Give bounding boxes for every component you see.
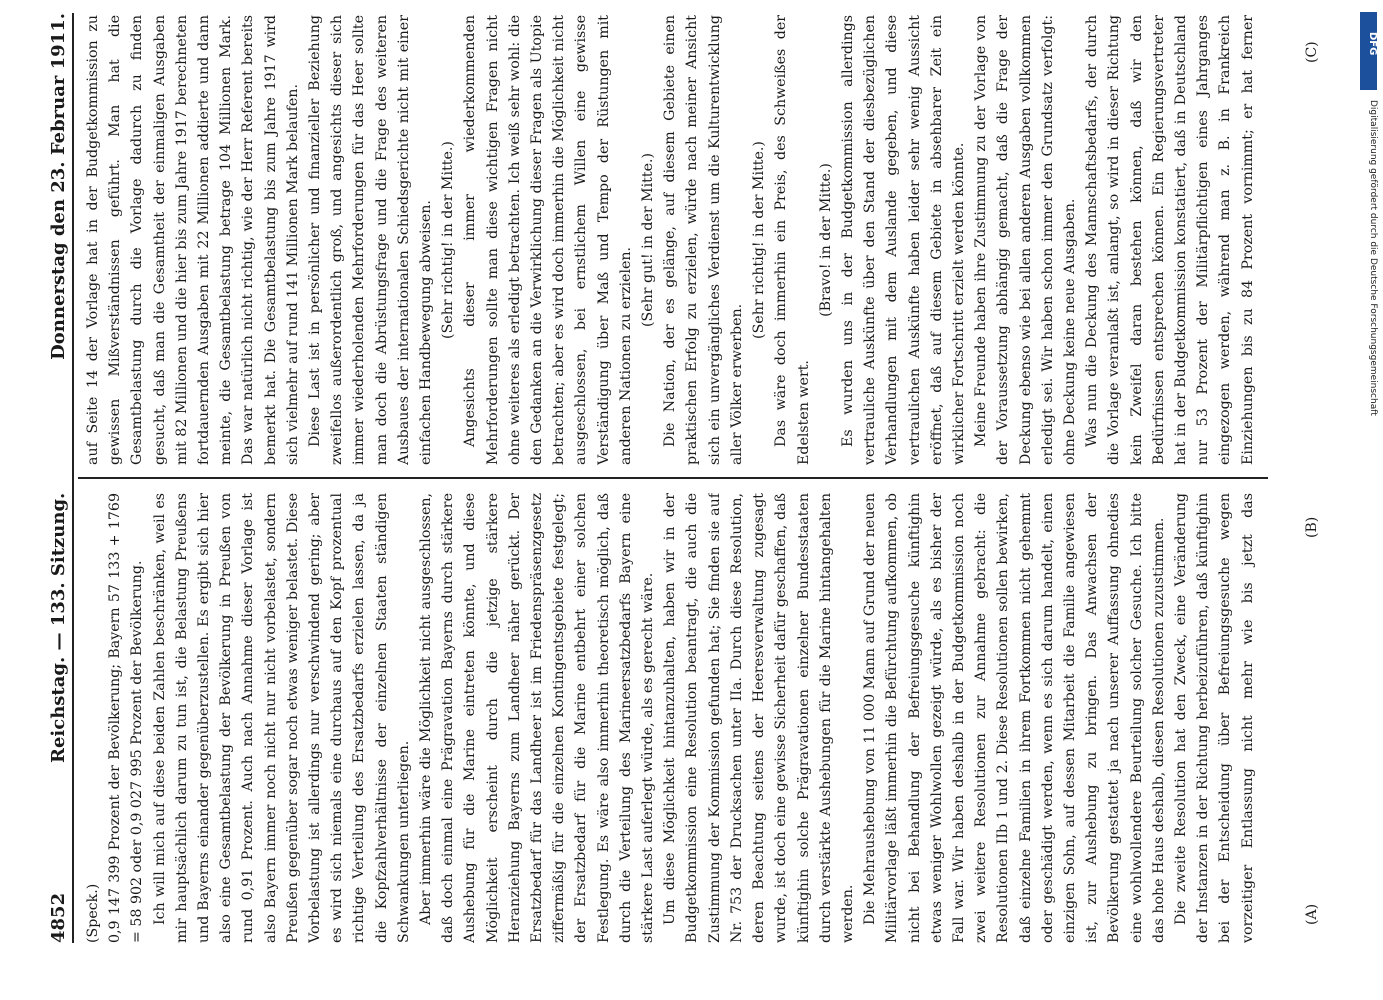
paragraph: Was nun die Deckung des Mannschaftsbedarfs, der durch die Vorlage veranlaßt ist, anlangt, so wird in dieser Richtung kein Zweifel daran bestehen können, daß wir den Bedürfnissen entsprechen können. Ein Regierungsvertreter hat in der Budgetkommission konstatiert, daß in Deutschland nur 53 Prozent der Militärpflichtigen eines Jahrganges eingezogen werden, während man z. B. in Frankreich Einziehungen bis zu 84 Prozent vornimmt; er hat ferner (1084, 15, 1256, 465)
paragraph: Das wäre doch immerhin ein Preis, des Schweißes der Edelsten wert. (773, 15, 812, 465)
left-column (82, 493, 1262, 943)
margin-marker-c: (C) (1304, 41, 1320, 63)
paragraph: Angesichts dieser immer wiederkommenden Mehrforderungen sollte man diese wichtigen Fragen nicht ohne weiteres als erledigt betrachten. Ich weiß sehr wohl: die den Gedanken an die Verwirklichung dieser Fragen als Utopie betrachten; aber es wird doch immerhin die Möglichkeit nicht ausgeschlossen, bei ernstlichem Willen eine gewisse Verständigung über Maß und Tempo der Rüstungen mit anderen Nationen zu erzielen. (462, 15, 634, 465)
paragraph: Um diese Möglichkeit hintanzuhalten, haben wir in der Budgetkommission eine Resolution beantragt, die auch die Zustimmung der Kommission gefunden hat; Sie finden sie auf Nr. 753 der Drucksachen unter IIa. Durch diese Resolution, deren Beachtung seitens der Heeresverwaltung zugesagt wurde, ist doch eine gewisse Sicherheit dafür geschaffen, daß künftighin solche Prägravationen einzelner Bundesstaaten durch verstärkte Aushebungen für die Marine hintangehalten werden. (662, 493, 856, 943)
credit-text: Digitalisierung gefördert durch die Deutsche Forschungsgemeinschaft (1368, 100, 1378, 416)
paragraph: Die zweite Resolution hat den Zweck, eine Veränderung der Instanzen in der Richtung herbeizuführen, daß künftighin bei der Entscheidung über Befreiungsgesuche wegen vorzeitiger Entlassung nicht mehr wie bis jetzt das (1172, 493, 1256, 943)
paragraph: (Speck.) (85, 883, 101, 943)
right-column (82, 15, 1262, 465)
paragraph: 0,9 147 399 Prozent der Bevölkerung; Bayern 57 133 + 1769 = 58 902 oder 0,9 027 995 Prozent der Bevölkerung. (107, 493, 146, 943)
paragraph: Es wurden uns in der Budgetkommission allerdings vertrauliche Auskünfte über den Stand der diesbezüglichen Verhandlungen mit dem Auslande gegeben, und diese vertraulichen Auskünfte haben leider sehr wenig Aussicht eröffnet, daß auf diesem Gebiete in absehbarer Zeit ein wirklicher Fortschritt erzielt werden könnte. (839, 15, 967, 465)
interjection: (Bravo! in der Mitte.) (817, 163, 834, 317)
digitization-credit (1358, 8, 1378, 998)
paragraph: auf Seite 14 der Vorlage hat in der Budgetkommission zu gewissen Mißverständnissen geführt. Man hat die Gesamtbelastung durch die Vorlage dadurch zu finden gesucht, daß man die Gesamtheit der einmaligen Ausgaben mit 82 Millionen und die hier bis zum Jahre 1917 berechneten fortdauernden Ausgaben mit 22 Millionen addierte und dann meinte, die Gesamtbelastung betrage 104 Millionen Mark. Das war natürlich nicht richtig, wie der Herr Referent bereits bemerkt hat. Die Gesamtbelastung bis zum Jahre 1917 wird sich vielmehr auf rund 141 Millionen Mark belaufen. (85, 15, 301, 465)
interjection: (Sehr richtig! in der Mitte.) (440, 141, 457, 339)
page-header (42, 13, 72, 943)
column-divider (78, 477, 1268, 479)
paragraph: Die Nation, der es gelänge, auf diesem Gebiete einen praktischen Erfolg zu erzielen, würde nach meiner Ansicht sich ein unvergängliches Verdienst um die Kulturentwicklung aller Völker erwerben. (662, 15, 745, 465)
interjection: (Sehr richtig! in der Mitte.) (751, 141, 768, 339)
paragraph: Diese Last ist in persönlicher und finanzieller Beziehung zweifellos außerordentlich groß, und angesichts dieser sich immer wiederholenden Mehrforderungen für das Heer sollte man doch die Abrüstungsfrage und die Frage des weiteren Ausbaues der internationalen Schiedsgerichte nicht mit einer einfachen Handbewegung abweisen. (307, 15, 435, 465)
interjection: (Sehr gut! in der Mitte.) (640, 152, 657, 328)
margin-marker-a: (A) (1304, 903, 1320, 925)
session-title: Reichstag. — 133. Sitzung. (48, 492, 69, 763)
paragraph: Ich will mich auf diese beiden Zahlen beschränken, weil es mir hauptsächlich darum zu tun ist, die Belastung Preußens und Bayerns einander gegenüberzustellen. Es ergibt sich hier also eine Gesamtbelastung der Bevölkerung in Preußen von rund 0,91 Prozent. Auch nach Annahme dieser Vorlage ist also Bayern immer noch nicht nur nicht vorbelastet, sondern Preußen gegenüber sogar noch etwas weniger belastet. Diese Vorbelastung ist allerdings nur verschwindend gering; aber es wird sich niemals eine durchaus auf den Kopf prozentual richtige Verteilung des Ersatzbedarfs erzielen lassen, da ja die Kopfzahlverhältnisse der einzelnen Staaten ständigen Schwankungen unterliegen. (151, 493, 412, 943)
rotated-page (42, 13, 1342, 943)
session-date: Donnerstag den 23. Februar 1911. (48, 13, 69, 360)
paragraph: Aber immerhin wäre die Möglichkeit nicht ausgeschlossen, daß doch einmal eine Prägravation Bayerns durch stärkere Aushebung für die Marine eintreten könnte, und diese Möglichkeit erscheint durch die jetzige stärkere Heranziehung Bayerns zum Landheer näher gerückt. Der Ersatzbedarf für das Landheer ist im Friedenspräsenzgesetz ziffermäßig für die einzelnen Kontingentsgebiete festgelegt; der Ersatzbedarf für die Marine entbehrt einer solchen Festlegung. Es wäre also immerhin theoretisch möglich, daß durch die Verteilung des Marineersatzbedarfs Bayern eine stärkere Last auferlegt würde, als es gerecht wäre. (418, 493, 657, 943)
header-rule (72, 13, 74, 943)
dfg-logo: DFG (1360, 12, 1377, 90)
paragraph: Meine Freunde haben ihre Zustimmung zu der Vorlage von der Voraussetzung abhängig gemacht, daß die Frage der Deckung ebenso wie bei allen anderen Ausgaben vollkommen erledigt sei. Wir haben schon immer den Grundsatz verfolgt: ohne Deckung keine neue Ausgaben. (973, 15, 1078, 465)
page-number: 4852 (48, 892, 69, 943)
margin-marker-b: (B) (1304, 516, 1320, 538)
paragraph: Die Mehraushebung von 11 000 Mann auf Grund der neuen Militärvorlage läßt immerhin die Befürchtung aufkommen, ob nicht bei Behandlung der Befreiungsgesuche künftighin etwas weniger Wohlwollen gezeigt würde, als es bisher der Fall war. Wir haben deshalb in der Budgetkommission noch zwei weitere Resolutionen zur Annahme gebracht: die Resolutionen IIb 1 und 2. Diese Resolutionen sollen bewirken, daß einzelne Familien in ihrem Fortkommen nicht gehemmt oder geschädigt werden, wenn es sich darum handelt, einen einzigen Sohn, auf dessen Mitarbeit die Familie angewiesen ist, zur Aushebung zu bringen. Das Anwachsen der Bevölkerung gestattet ja nach unserer Auffassung ohnedies eine wohlwollendere Beurteilung solcher Gesuche. Ich bitte das hohe Haus deshalb, diesen Resolutionen zuzustimmen. (862, 493, 1167, 943)
